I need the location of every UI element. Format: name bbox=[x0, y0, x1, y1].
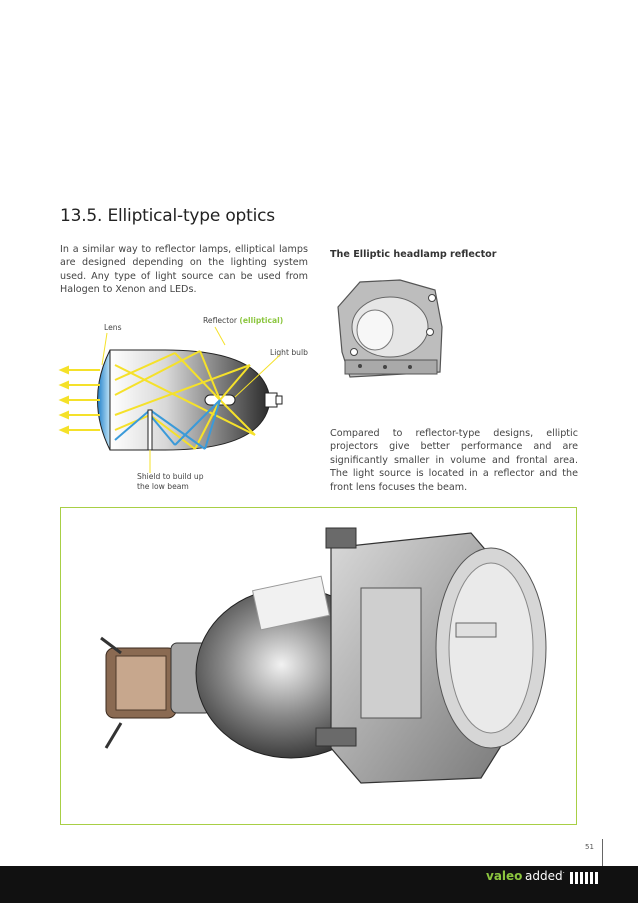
elliptical-optics-diagram bbox=[55, 325, 295, 475]
brand-added bbox=[525, 869, 565, 883]
reflector-shape bbox=[110, 350, 270, 450]
projector-module-photo bbox=[61, 508, 575, 823]
page-number: 51 bbox=[585, 843, 594, 851]
output-arrows bbox=[61, 367, 100, 433]
brand-bars-icon bbox=[570, 872, 602, 884]
brand-added-text: added bbox=[525, 869, 563, 883]
reflector-label-accent: (elliptical) bbox=[239, 316, 284, 325]
page-number-rule bbox=[602, 839, 603, 867]
brand-valeo: valeo bbox=[486, 869, 523, 883]
lens-label: Lens bbox=[104, 323, 122, 332]
bulb-socket bbox=[265, 393, 277, 407]
shield-label-line1: Shield to build up bbox=[137, 472, 204, 481]
brand-mark: · bbox=[562, 869, 565, 877]
headlamp-reflector-image bbox=[330, 272, 450, 387]
shield bbox=[148, 410, 152, 450]
shield-label bbox=[137, 472, 204, 492]
reflector-heading: The Elliptic headlamp reflector bbox=[330, 249, 497, 260]
section-title: 13.5. Elliptical-type optics bbox=[60, 206, 275, 226]
bulb-label: Light bulb bbox=[270, 348, 308, 357]
reflector-description: Compared to reflector-type designs, elliptic projectors give better performance and are significantly smaller in volume and frontal area. The light source is located in a reflector and the front lens focuses the beam. bbox=[330, 428, 578, 493]
intro-paragraph: In a similar way to reflector lamps, elliptical lamps are designed depending on the lighting system used. Any type of light source can be used from Halogen to Xenon and LEDs. bbox=[60, 244, 308, 296]
shield-label-line2: the low beam bbox=[137, 482, 189, 491]
reflector-label-text: Reflector bbox=[203, 316, 237, 325]
projector-photo-frame bbox=[60, 507, 577, 825]
